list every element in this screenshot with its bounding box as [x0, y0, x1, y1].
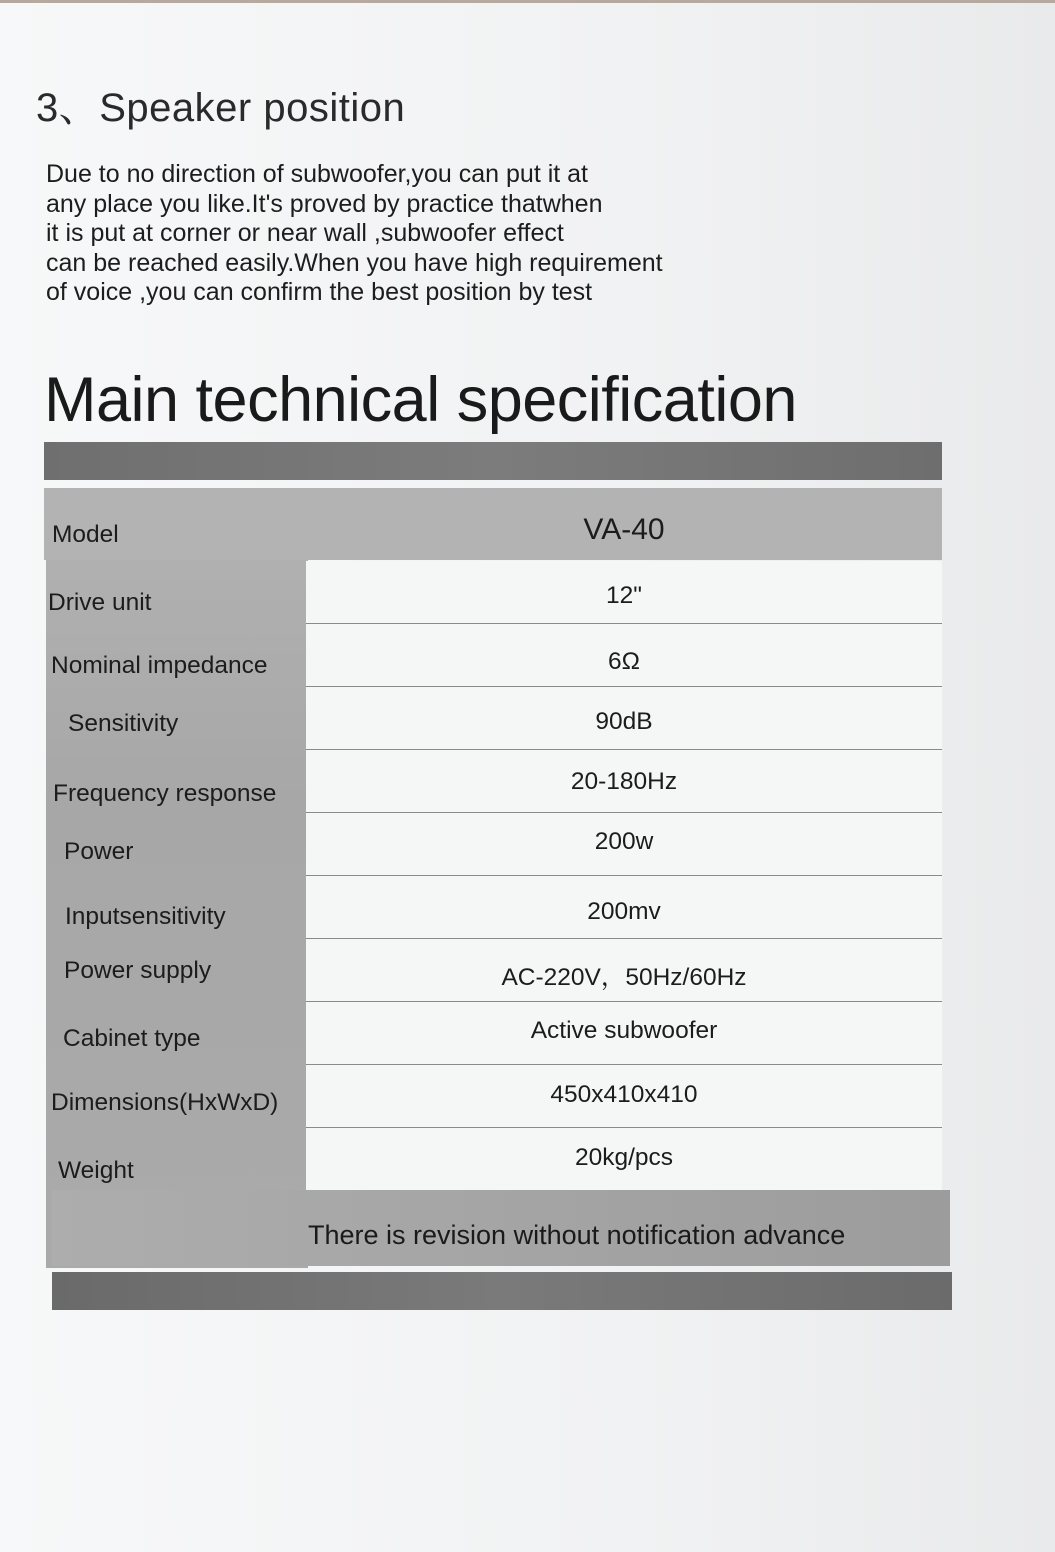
row-value: Active subwoofer — [530, 1017, 718, 1044]
row-value: 12" — [606, 582, 642, 609]
row-label: Weight — [58, 1157, 134, 1184]
row-value: 6Ω — [608, 648, 640, 675]
intro-line: any place you like.It's proved by practice thatwhen — [46, 189, 603, 218]
revision-note: There is revision without notification advance — [308, 1220, 846, 1250]
spec-row-power — [44, 813, 942, 876]
spec-row-weight — [44, 1128, 942, 1191]
row-label: Power — [64, 838, 134, 865]
intro-line: Due to no direction of subwoofer,you can put it at — [46, 160, 589, 188]
model-value: VA-40 — [583, 513, 665, 546]
intro-line: it is put at corner or near wall ,subwoofer effect — [46, 219, 564, 247]
spec-row-drive-unit — [44, 561, 942, 624]
row-value: 90dB — [595, 708, 653, 735]
row-value: 450x410x410 — [550, 1081, 698, 1108]
revision-note-band — [52, 1190, 950, 1266]
row-label: Nominal impedance — [51, 652, 268, 679]
row-value: 200w — [594, 828, 654, 855]
header-bar — [44, 442, 942, 480]
row-value: 20kg/pcs — [574, 1144, 674, 1171]
spec-row-impedance — [44, 624, 942, 687]
spec-row-input-sensitivity — [44, 876, 942, 939]
row-label: Inputsensitivity — [65, 903, 226, 930]
page-edge — [0, 0, 1055, 3]
row-label: Dimensions(HxWxD) — [51, 1089, 279, 1116]
row-value: 20-180Hz — [570, 768, 678, 795]
model-label: Model — [52, 521, 119, 548]
row-value: AC-220V，50Hz/60Hz — [501, 964, 747, 991]
footer-bar — [52, 1272, 952, 1310]
row-label: Drive unit — [48, 589, 152, 616]
intro-line: of voice ,you can confirm the best position by test — [46, 278, 593, 306]
intro-line: can be reached easily.When you have high requirement — [46, 248, 663, 277]
spec-row-sensitivity — [44, 687, 942, 750]
spec-row-power-supply — [44, 939, 942, 1002]
row-label: Sensitivity — [68, 710, 179, 737]
row-label: Frequency response — [53, 780, 277, 807]
spec-row-frequency — [44, 750, 942, 813]
spec-title: Main technical specification — [44, 365, 797, 435]
row-label: Power supply — [64, 957, 212, 984]
section-heading: 3、Speaker position — [36, 86, 406, 130]
row-label: Cabinet type — [63, 1025, 201, 1052]
spec-row-dimensions — [44, 1065, 942, 1128]
model-row — [44, 488, 942, 560]
intro-paragraph — [46, 160, 766, 308]
row-value: 200mv — [587, 898, 661, 925]
spec-row-cabinet — [44, 1002, 942, 1065]
